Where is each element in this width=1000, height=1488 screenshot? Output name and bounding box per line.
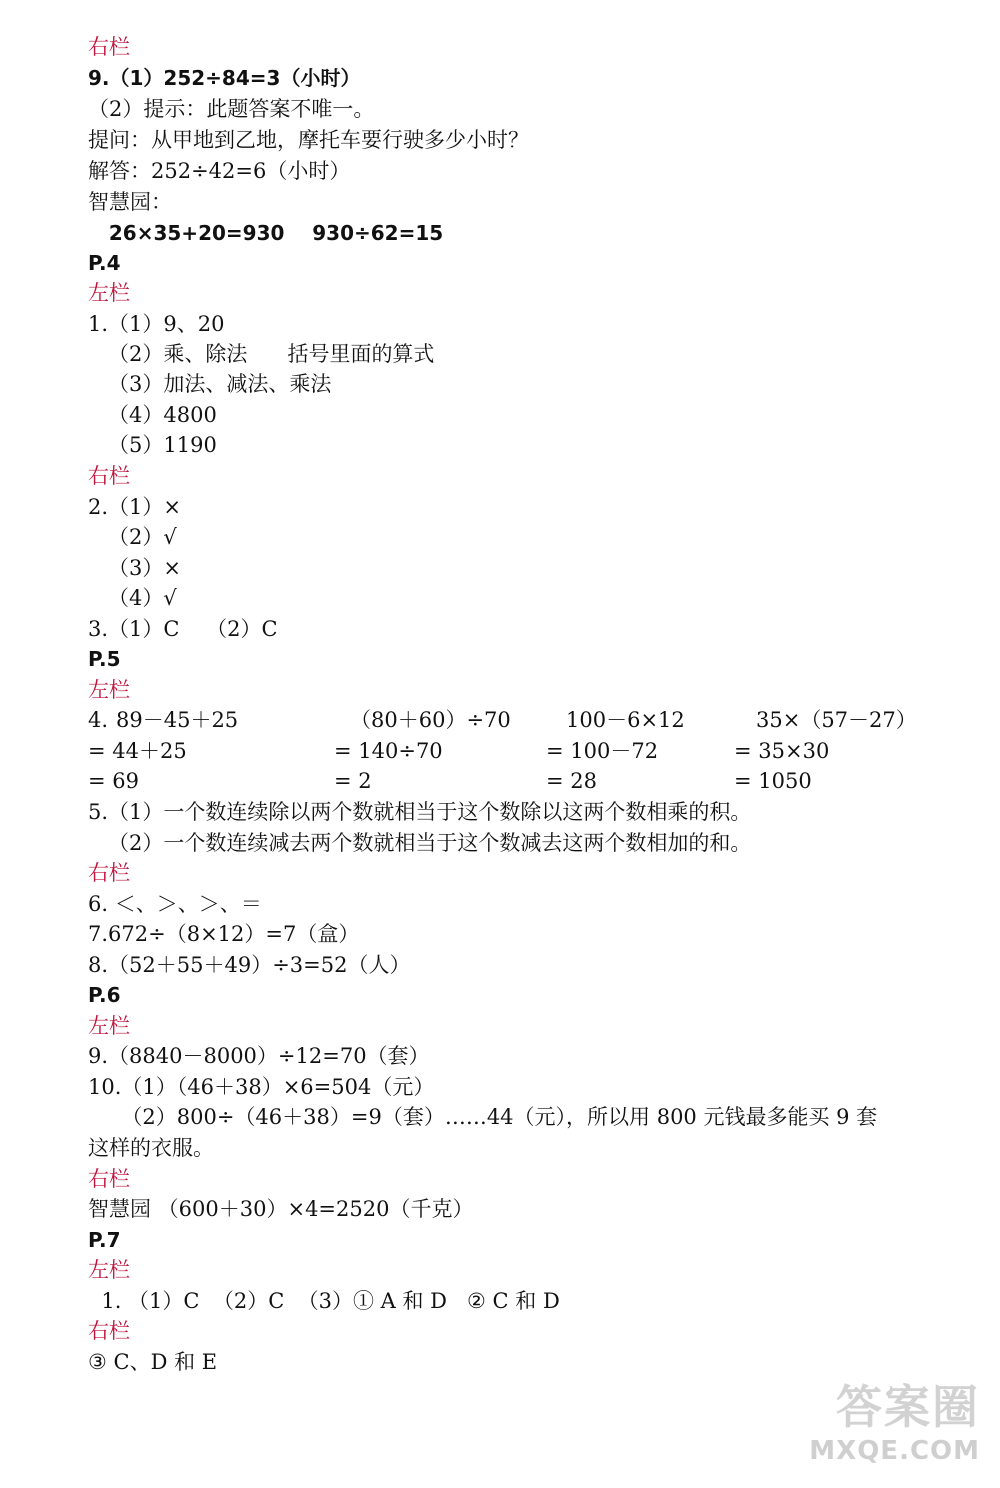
answer-line: 提问：从甲地到乙地，摩托车要行驶多少小时？ <box>88 128 529 152</box>
calc-step: = 140÷70 <box>334 739 443 763</box>
answer-line: 26×35+20=930 930÷62=15 <box>88 221 444 245</box>
answer-line: 6. ＜、＞、＞、＝ <box>88 892 262 916</box>
answer-line: 智慧园 （600＋30）×4=2520（千克） <box>88 1197 474 1221</box>
answer-line: （2）√ <box>88 525 177 549</box>
calc-row-3 <box>88 766 948 796</box>
page-heading: P.4 <box>88 251 121 275</box>
answer-line: 9.（1）252÷84=3（小时） <box>88 66 361 90</box>
calc-result: = 28 <box>546 769 597 793</box>
answer-line: （5）1190 <box>88 433 217 457</box>
answer-line: 9.（8840－8000）÷12=70（套） <box>88 1044 430 1068</box>
calc-step: = 44＋25 <box>88 739 187 763</box>
calc-expression: 89－45＋25 <box>116 708 239 732</box>
answer-line: 这样的衣服。 <box>88 1136 214 1160</box>
column-heading-right: 右栏 <box>88 464 130 488</box>
calc-result: = 2 <box>334 769 372 793</box>
calc-question-number: 4. <box>88 708 109 732</box>
calc-step: = 100－72 <box>546 739 659 763</box>
watermark-url: MXQE.COM <box>809 1436 980 1466</box>
calc-step: = 35×30 <box>734 739 830 763</box>
answer-line: （2）乘、除法 括号里面的算式 <box>88 342 435 366</box>
column-heading-right: 右栏 <box>88 35 130 59</box>
answer-line: 解答：252÷42=6（小时） <box>88 159 351 183</box>
answer-line: （2）800÷（46＋38）=9（套）……44（元），所以用 800 元钱最多能买 9 套 <box>88 1105 878 1129</box>
calc-expression: （80＋60）÷70 <box>350 708 511 732</box>
column-heading-left: 左栏 <box>88 1258 130 1282</box>
page-heading: P.6 <box>88 983 121 1007</box>
answer-line: 8.（52＋55＋49）÷3=52（人） <box>88 953 411 977</box>
answer-line: 2.（1）× <box>88 495 181 519</box>
page-heading: P.7 <box>88 1228 121 1252</box>
calc-expression: 100－6×12 <box>566 708 685 732</box>
answer-line: 10.（1）（46＋38）×6=504（元） <box>88 1075 435 1099</box>
column-heading-left: 左栏 <box>88 1014 130 1038</box>
page-heading: P.5 <box>88 647 121 671</box>
column-heading-left: 左栏 <box>88 678 130 702</box>
answer-line: （2）一个数连续减去两个数就相当于这个数减去这两个数相加的和。 <box>88 831 752 855</box>
answer-line: 3.（1）C （2）C <box>88 617 278 641</box>
column-heading-right: 右栏 <box>88 861 130 885</box>
calc-result: = 69 <box>88 769 139 793</box>
answer-line: 7.672÷（8×12）=7（盒） <box>88 922 360 946</box>
answer-line: （4）√ <box>88 586 177 610</box>
calc-row-2 <box>88 736 948 766</box>
column-heading-left: 左栏 <box>88 281 130 305</box>
watermark-brand: 答案圈 <box>836 1380 980 1434</box>
watermark-logo <box>800 1371 980 1466</box>
answer-line: （3）× <box>88 556 181 580</box>
answer-line: 5.（1）一个数连续除以两个数就相当于这个数除以这两个数相乘的积。 <box>88 800 752 824</box>
answer-line: ③ C、D 和 E <box>88 1350 218 1374</box>
calc-row-1 <box>88 705 948 735</box>
answer-line: 1.（1）9、20 <box>88 312 225 336</box>
calc-expression: 35×（57－27） <box>756 708 917 732</box>
column-heading-right: 右栏 <box>88 1319 130 1343</box>
answer-line: （3）加法、减法、乘法 <box>88 372 332 396</box>
calc-result: = 1050 <box>734 769 812 793</box>
answer-line: 智慧园： <box>88 190 172 214</box>
answer-line: 1. （1）C （2）C （3）① A 和 D ② C 和 D <box>88 1289 560 1313</box>
column-heading-right: 右栏 <box>88 1167 130 1191</box>
answer-line: （2）提示：此题答案不唯一。 <box>88 97 375 121</box>
answer-line: （4）4800 <box>88 403 217 427</box>
